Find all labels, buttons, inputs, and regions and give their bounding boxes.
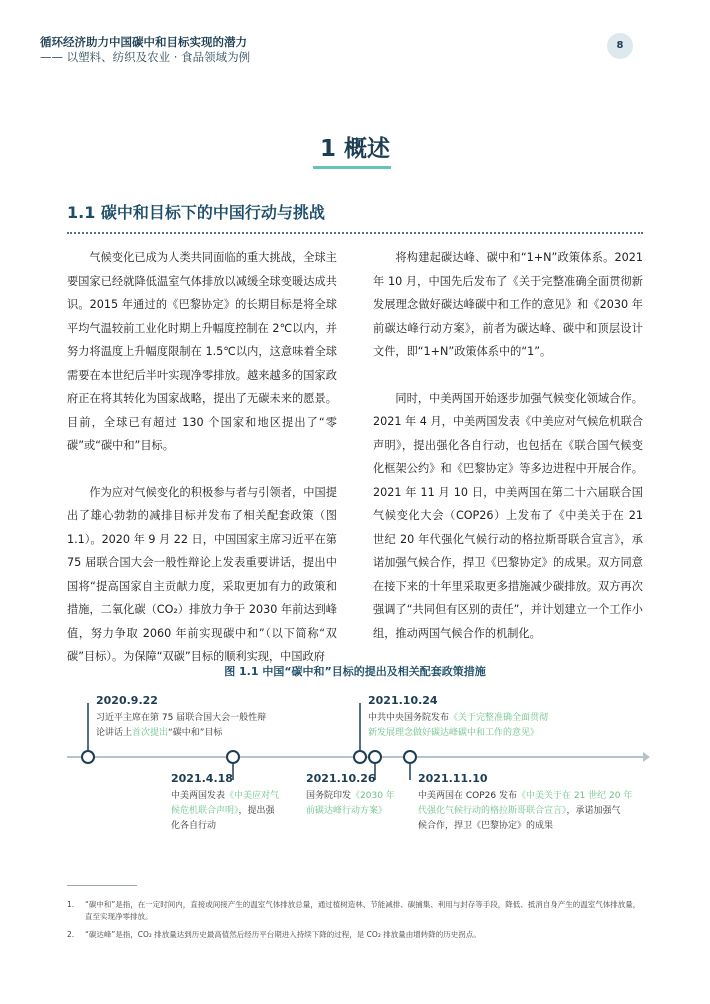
event-text-2020-9-22 [96, 711, 296, 741]
footnote-1 [67, 899, 642, 923]
event-date-2021-10-24: 2021.10.24 [368, 694, 438, 707]
event-date-2021-4-18: 2021.4.18 [171, 772, 233, 785]
paragraph-1: 气候变化已成为人类共同面临的重大挑战，全球主要国家已经就降低温室气体排放以减缓全球变暖达成共识。2015 年通过的《巴黎协定》的长期目标是将全球平均气温较前工业化时期上升幅度控制在 2℃以内，并努力将温度上升幅度限制在 1.5℃以内，这意味着全球需要在本世纪后半叶实现净零排放。越来越多的国家政府正在将其转化为国家战略，提出了无碳未来的愿景。目前，全球已有超过 130 个国家和地区提出了“零碳”或“碳中和”目标。 [67, 251, 337, 452]
paragraph-3: 将构建起碳达峰、碳中和“1+N”政策体系。2021 年 10 月，中国先后发布了《关于完整准确全面贯彻新发展理念做好碳达峰碳中和工作的意见》和《2030 年前碳达峰行动方案》，前者为碳达峰、碳中和顶层设计文件，即“1+N”政策体系中的“1”。 [373, 251, 643, 358]
event-text-line: 论讲话上 [96, 728, 133, 738]
timeline-node-2021-4-18 [227, 751, 239, 763]
event-text-line: 中美两国发表 [171, 791, 226, 801]
event-text-highlight: 前碳达峰行动方案》 [306, 806, 388, 816]
event-text-line: 候合作，捍卫《巴黎协定》的成果 [418, 821, 554, 831]
timeline-node-2021-10-24 [354, 751, 366, 763]
event-date-2020-9-22: 2020.9.22 [96, 694, 158, 707]
header-title: 循环经济助力中国碳中和目标实现的潜力 [40, 35, 247, 49]
footnote-text: “碳中和”是指，在一定时间内，直接或间接产生的温室气体排放总量，通过植树造林、节能减排、碳捕集、利用与封存等手段，降低、抵消自身产生的温室气体排放量，直至实现净零排放。 [85, 900, 641, 921]
event-text-line: 国务院印发 [306, 791, 352, 801]
header-subtitle: —— 以塑料、纺织及农业 · 食品领域为例 [40, 50, 251, 64]
event-text-line: ，提出强 [238, 806, 275, 816]
timeline-node-2021-10-26 [369, 751, 381, 763]
event-text-line: “碳中和”目标 [168, 728, 223, 738]
event-text-highlight: 首次提出 [132, 728, 169, 738]
paragraph-2: 作为应对气候变化的积极参与者与引领者，中国提出了雄心勃勃的减排目标并发布了相关配套政策（图 1.1）。2020 年 9 月 22 日，中国国家主席习近平在第 75 届联合国大会一般性辩论上发表重要讲话，提出中国将“提高国家自主贡献力度，采取更加有力的政策和措施，二氧化碳（CO₂）排放力争于 2030 年前达到峰值，努力争取 2060 年前实现碳中和”（以下简称“双碳”目标）。为保障“双碳”目标的顺利实现，中国政府 [67, 485, 337, 663]
event-text-highlight: 新发展理念做好碳达峰碳中和工作的意见》 [368, 728, 540, 738]
event-text-highlight: 《关于完整准确全面贯彻 [449, 713, 549, 723]
event-text-line: 中共中央国务院发布 [368, 713, 450, 723]
event-text-line: 化各自行动 [171, 821, 217, 831]
timeline-arrow [643, 752, 650, 762]
event-text-highlight: 《2030 年 [351, 791, 395, 801]
event-text-2021-11-10 [418, 789, 648, 834]
chapter-title: 1 概述 [319, 136, 390, 162]
footnote-text: “碳达峰”是指，CO₂ 排放量达到历史最高值然后经历平台期进入持续下降的过程，是 CO₂ 排放量由增转降的历史拐点。 [85, 930, 481, 939]
footnote-2 [67, 929, 642, 941]
timeline-node-2020-9-22 [82, 751, 94, 763]
figure-title: 图 1.1 中国“碳中和”目标的提出及相关配套政策措施 [224, 665, 486, 678]
event-text-2021-10-24 [368, 711, 588, 741]
event-date-2021-11-10: 2021.11.10 [418, 772, 488, 785]
event-date-2021-10-26: 2021.10.26 [306, 772, 376, 785]
event-text-highlight: 代强化气候行动的格拉斯哥联合宣言》 [418, 806, 567, 816]
footnote-divider [67, 885, 137, 886]
timeline-node-2021-11-10 [404, 751, 416, 763]
event-text-line: ，承诺加强气 [566, 806, 621, 816]
footnote-number: 1. [67, 900, 75, 909]
event-text-2021-10-26 [306, 789, 406, 819]
page-number: 8 [607, 33, 633, 59]
event-text-2021-4-18 [171, 789, 296, 834]
event-text-highlight: 《中美关于在 21 世纪 20 年 [516, 791, 633, 801]
event-text-line: 习近平主席在第 75 届联合国大会一般性辩 [96, 713, 267, 723]
section-title: 1.1 碳中和目标下的中国行动与挑战 [67, 203, 325, 222]
footnote-number: 2. [67, 930, 75, 939]
paragraph-4: 同时，中美两国开始逐步加强气候变化领域合作。2021 年 4 月，中美两国发表《中美应对气候危机联合声明》，提出强化各自行动，也包括在《联合国气候变化框架公约》和《巴黎协定》等多边进程中开展合作。2021 年 11 月 10 日，中美两国在第二十六届联合国气候变化大会（COP26）上发布了《中美关于在 21 世纪 20 年代强化气候行动的格拉斯哥联合宣言》，承诺加强气候合作，捍卫《巴黎协定》的成果。双方同意在接下来的十年里采取更多措施减少碳排放。双方再次强调了“共同但有区别的责任”，并计划建立一个工作小组，推动两国气候合作的机制化。 [373, 391, 644, 640]
event-text-line: 中美两国在 COP26 发布 [418, 791, 517, 801]
event-text-highlight: 《中美应对气 [225, 791, 280, 801]
event-text-highlight: 候危机联合声明》 [171, 806, 239, 816]
